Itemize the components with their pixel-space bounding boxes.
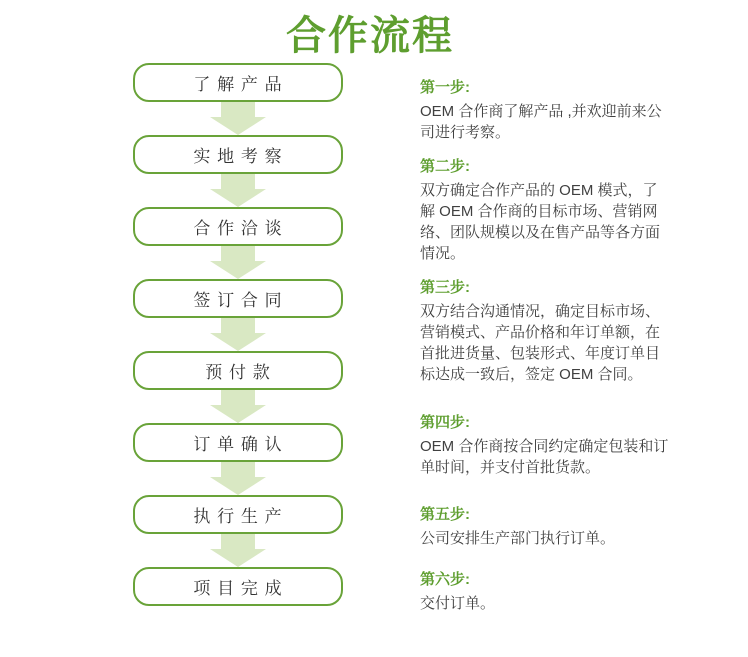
flowchart (133, 63, 343, 606)
step-heading: 第四步: (420, 414, 470, 431)
step-item-5 (420, 503, 672, 549)
flow-box-label: 签 订 合 同 (193, 291, 283, 310)
step-heading: 第一步: (420, 79, 470, 96)
step-body: 交付订单。 (420, 595, 496, 612)
flow-box-sign-contract (133, 279, 343, 318)
step-heading: 第三步: (420, 279, 470, 296)
page-title: 合作流程 (286, 14, 454, 58)
flow-box-label: 实 地 考 察 (193, 147, 283, 166)
step-body: OEM 合作商按合同约定确定包装和订单时间，并支付首批货款。 (420, 438, 669, 476)
flow-box-label: 合 作 洽 谈 (193, 219, 283, 238)
flow-box-project-complete (133, 567, 343, 606)
step-body: 双方结合沟通情况，确定目标市场、营销模式、产品价格和年订单额，在首批进货量、包装形式、年度订单目标达成一致后，签定 OEM 合同。 (420, 303, 661, 383)
step-body: 双方确定合作产品的 OEM 模式，了解 OEM 合作商的目标市场、营销网络、团队规模以及在售产品等各方面情况。 (420, 182, 661, 262)
down-arrow-icon (133, 534, 343, 567)
flow-box-execute-production (133, 495, 343, 534)
step-heading: 第六步: (420, 571, 470, 588)
flow-box-advance-payment (133, 351, 343, 390)
step-item-1 (420, 76, 672, 143)
flow-box-order-confirm (133, 423, 343, 462)
flow-box-label: 了 解 产 品 (193, 75, 283, 94)
step-item-2 (420, 155, 672, 264)
down-arrow-icon (133, 246, 343, 279)
step-heading: 第五步: (420, 506, 470, 523)
step-heading: 第二步: (420, 158, 470, 175)
down-arrow-icon (133, 174, 343, 207)
flow-box-label: 预 付 款 (205, 363, 271, 382)
down-arrow-icon (133, 102, 343, 135)
step-body: 公司安排生产部门执行订单。 (420, 530, 616, 547)
flow-box-label: 执 行 生 产 (193, 507, 283, 526)
step-item-3 (420, 276, 672, 385)
down-arrow-icon (133, 390, 343, 423)
step-item-4 (420, 411, 672, 478)
step-item-6 (420, 568, 672, 614)
flow-box-cooperation-talk (133, 207, 343, 246)
down-arrow-icon (133, 318, 343, 351)
flow-box-understand-product (133, 63, 343, 102)
step-body: OEM 合作商了解产品 ,并欢迎前来公司进行考察。 (420, 103, 662, 141)
flow-box-label: 项 目 完 成 (193, 579, 283, 598)
flow-box-site-visit (133, 135, 343, 174)
down-arrow-icon (133, 462, 343, 495)
flow-box-label: 订 单 确 认 (193, 435, 283, 454)
